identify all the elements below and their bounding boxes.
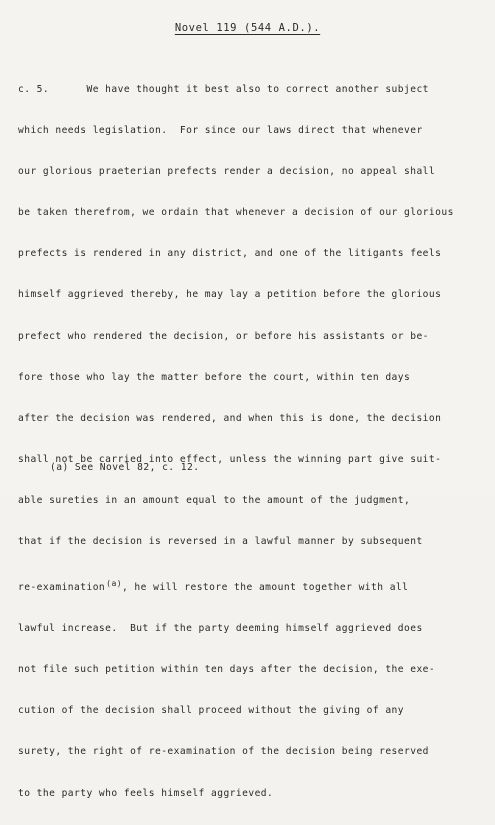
text-line: himself aggrieved thereby, he may lay a petition before the glorious bbox=[18, 289, 442, 301]
footnote: (a) See Novel 82, c. 12. bbox=[50, 462, 200, 473]
text-line: after the decision was rendered, and when this is done, the decision bbox=[18, 412, 442, 424]
text-line: c. 5. We have thought it best also to correct another subject bbox=[18, 84, 429, 95]
text-line: cution of the decision shall proceed without the giving of any bbox=[18, 705, 405, 717]
text-line-with-footnote bbox=[18, 573, 488, 597]
text-line: shall not be carried into effect, unless the winning part give suit- bbox=[18, 453, 442, 465]
text-line: our glorious praeterian prefects render a decision, no appeal shall bbox=[18, 166, 436, 178]
text-line: prefect who rendered the decision, or before his assistants or be- bbox=[18, 330, 429, 342]
text-line: lawful increase. But if the party deeming himself aggrieved does bbox=[18, 623, 423, 635]
text-line: which needs legislation. For since our laws direct that whenever bbox=[18, 125, 423, 137]
text-fragment: , he will restore the amount together with all bbox=[121, 582, 409, 594]
text-line: prefects is rendered in any district, and one of the litigants feels bbox=[18, 248, 442, 260]
body-text bbox=[18, 58, 488, 825]
footnote-marker: (a) bbox=[106, 579, 122, 589]
text-line: that if the decision is reversed in a lawful manner by subsequent bbox=[18, 536, 423, 548]
text-line: fore those who lay the matter before the court, within ten days bbox=[18, 371, 411, 383]
title-text: Novel 119 (544 A.D.). bbox=[174, 22, 321, 34]
text-line: be taken therefrom, we ordain that whenever a decision of our glorious bbox=[18, 207, 454, 219]
text-line: surety, the right of re-examination of the decision being reserved bbox=[18, 746, 429, 758]
text-line: to the party who feels himself aggrieved. bbox=[18, 787, 274, 799]
page-title bbox=[0, 22, 495, 34]
text-line: able sureties in an amount equal to the amount of the judgment, bbox=[18, 494, 411, 506]
text-fragment: re-examination bbox=[18, 582, 106, 594]
text-line: not file such petition within ten days after the decision, the exe- bbox=[18, 664, 436, 676]
